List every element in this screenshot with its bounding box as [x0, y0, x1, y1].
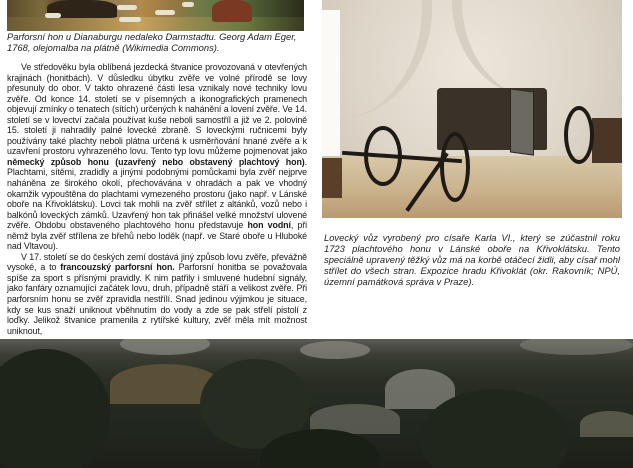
landscape-painting-image [0, 339, 633, 468]
carriage-wheel [440, 132, 470, 202]
cloud [300, 341, 370, 359]
horse-figure [212, 0, 252, 22]
text-run: , při němž byla zvěř střílena ze břehů nebo loděk (např. ve Staré oboře u Hluboké nad Vltavou). [7, 220, 307, 252]
hound-figure [119, 17, 141, 22]
tree-mass [0, 349, 110, 468]
carriage-door [510, 88, 534, 155]
carriage-photo-image [322, 0, 622, 218]
bold-term: německý způsob honu (uzavřený nebo obstavený plachtový hon) [7, 156, 305, 167]
hound-figure [45, 13, 61, 18]
vault-arch [322, 0, 432, 120]
bold-term: hon vodní [247, 220, 291, 231]
hound-figure [117, 5, 137, 10]
text-run: Ve středověku byla oblíbená jezdecká štvanice provozovaná v otevřených krajinách (honitbách). V důsledku úbytku zvěře ve volné přírodě se lovy přesunuly do obor. V takto ohrazené části lesa vznikaly nové techniky lovu zvěře. Od konce 14. století se v písemných a ikonografických pramenech objevují zmínky o tenatech (sítích) určených k nahánění a lovení zvěře. Ve 14. století se v lovectví začala používat kuše neboli samostříl a již ve 2. polovině 15. století ji nahradily palné lovecké zbraně. S loveckými ručnicemi byly používány také plachty neboli plátna určená k usměrňování hnané zvěře a k uzavření prostoru vyhrazeného lovu. Tento typ lovu můžeme pojmenovat jako [7, 62, 307, 157]
wooden-chest [322, 158, 342, 198]
cloud [520, 339, 633, 355]
carriage-wheel [564, 106, 594, 164]
article-paragraph [7, 252, 307, 336]
wooden-bench [592, 118, 622, 163]
vault-arch [452, 0, 582, 100]
hound-figure [155, 10, 175, 15]
hillside [580, 411, 633, 437]
hound-figure [182, 2, 194, 7]
article-paragraph [7, 62, 307, 252]
text-run: . Plachtami, sítěmi, zradidly a jinými podobnými pomůckami byla zvěř nejprve naháněna ze širokého okolí, přechovávána v ohradách a pak ve vhodný okamžik vypouštěna do plachtami vymezeného prostoru (jako např. v Lánské oboře na Křivoklátsku). Lovci tak mohli na zvěř střílet z altánků, vozů nebo i balkónů loveckých zámků. Uzavřený hon tak přinášel velké množství ulovené zvěře. Obdobu obstaveného plachtového honu představuje [7, 156, 307, 231]
article-body [7, 62, 307, 336]
top-painting-caption: Parforsní hon u Dianaburgu nedaleko Darmstadtu. Georg Adam Eger, 1768, olejomalba na plátně (Wikimedia Commons). [7, 31, 297, 53]
text-run: V 17. století se do českých zemí dostává jiný způsob lovu zvěře, převážně vysoké, a to [7, 251, 307, 273]
cloud [120, 339, 210, 355]
bold-term: francouzský parforsní hon. [60, 262, 175, 273]
hunting-painting-image [7, 0, 304, 31]
carriage-photo-caption: Lovecký vůz vyrobený pro císaře Karla VI., který se zúčastnil roku 1723 plachtového honu v Lánské oboře na Křivoklátsku. Tento speciálně upravený těžký vůz má na korbě otáčecí židli, aby císař mohl střílet do všech stran. Expozice hradu Křivoklát (okr. Rakovník; NPÚ, územní památková správa v Praze). [324, 232, 620, 287]
carriage-wheel [364, 126, 402, 186]
text-run: Parforsní honitba se považovala spíše za sport s přísnými pravidly. K nim patřily i smluvené hudební signály, jako fanfáry oznamující začátek lovu, druh, případně stáří a velikost zvěře. Při parforsním honu se zvěř zpravidla nestřílí. Snad jedinou výjimkou je situace, kdy se kus snaží uniknout vběhnutím do vody a zde se pak střelí pistolí z loďky. Jelikož štvanice pramenila z rytířské kultury, zvěř měla mít možnost uniknout, [7, 262, 307, 336]
painting-ground [7, 17, 304, 31]
